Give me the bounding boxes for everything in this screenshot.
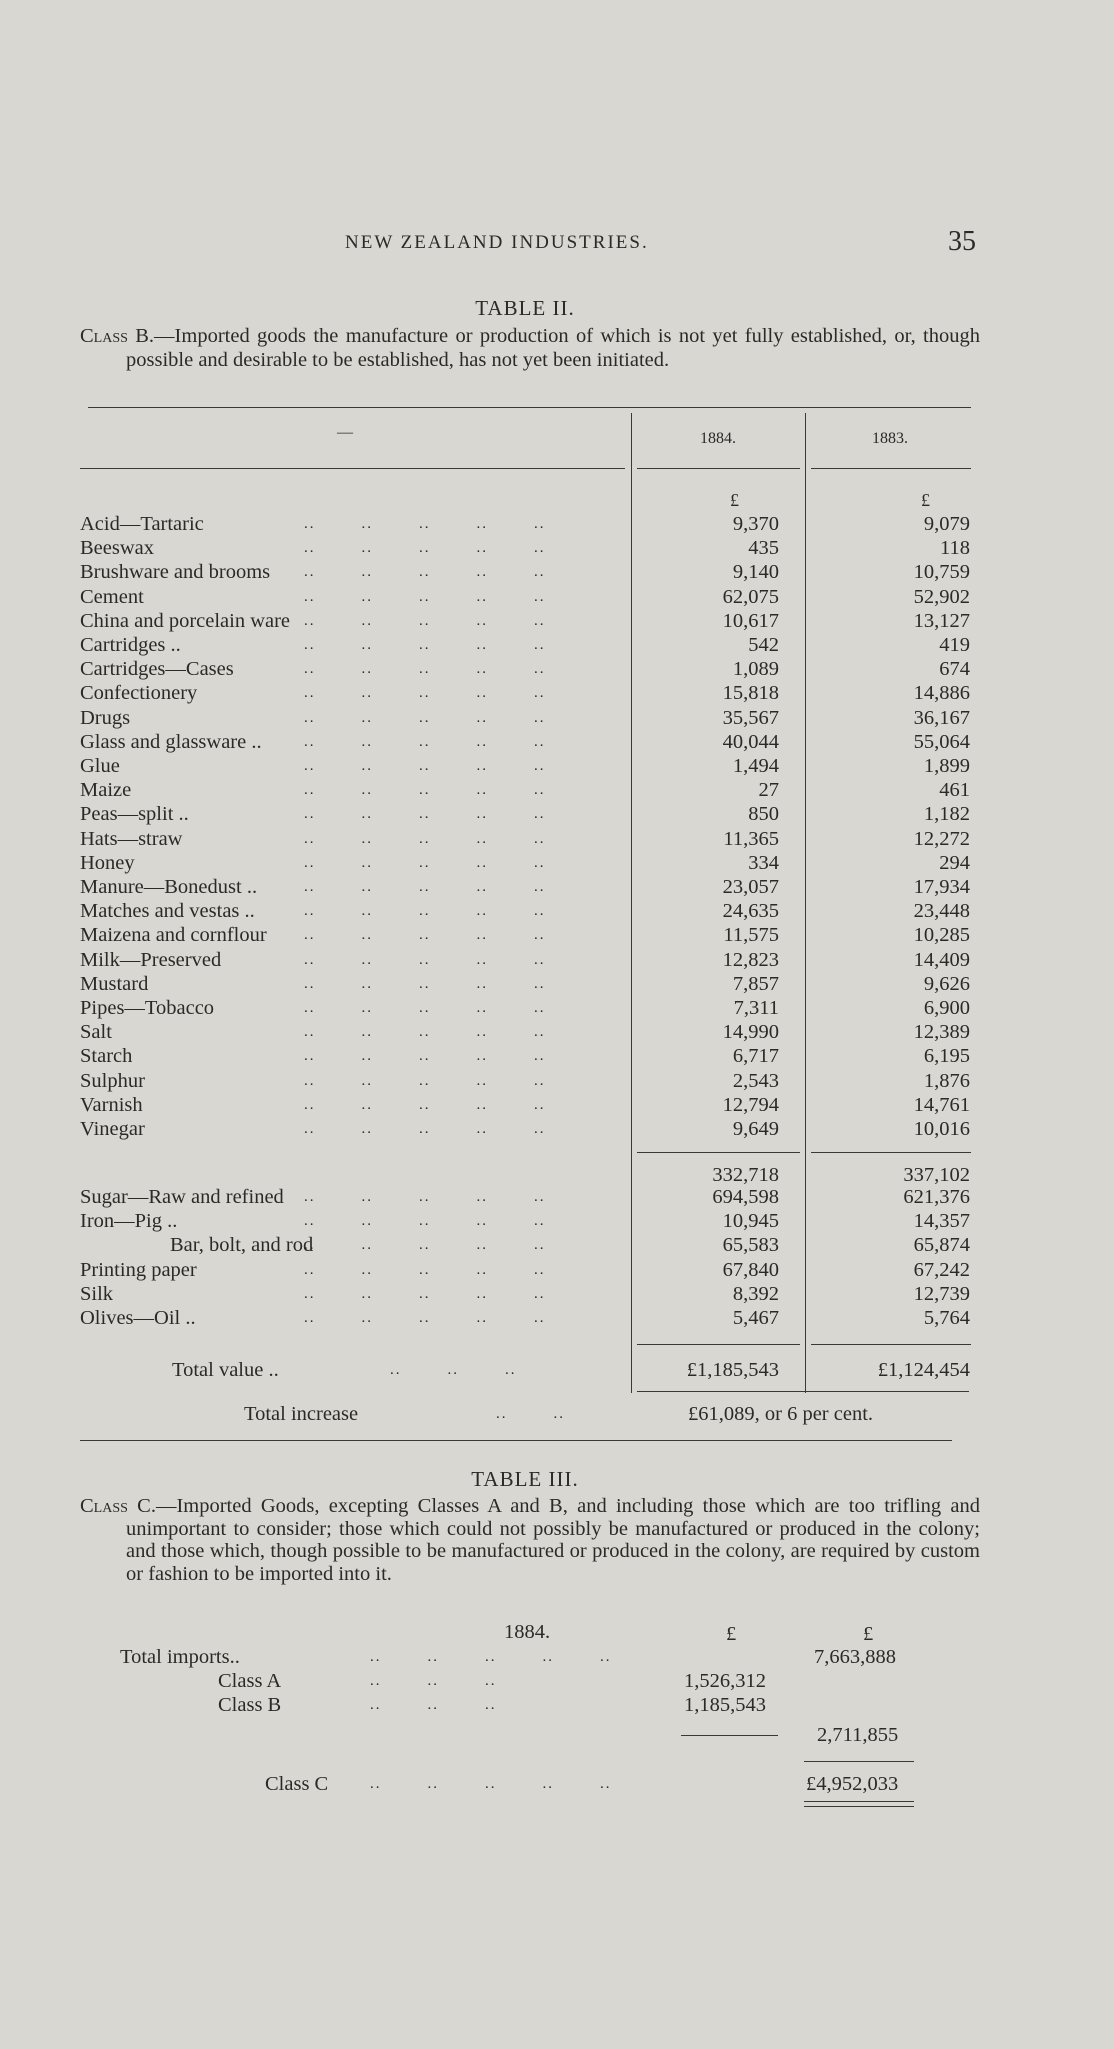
table-row bbox=[0, 948, 1114, 972]
value-1884: 35,567 bbox=[722, 706, 779, 729]
header-rule-right bbox=[811, 468, 971, 469]
row-label: Drugs bbox=[80, 706, 131, 729]
table-ii-bottom-rule bbox=[80, 1440, 952, 1441]
leader-dots: .. .. .. .. .. bbox=[304, 830, 546, 847]
leader-dots: .. .. .. .. .. bbox=[304, 709, 546, 726]
leader-dots: .. .. .. .. .. bbox=[304, 1310, 546, 1326]
row-label: Honey bbox=[80, 851, 135, 874]
value-1883: 55,064 bbox=[913, 730, 970, 753]
class-c-bottom-rule-2 bbox=[804, 1806, 914, 1807]
class-c-text: —Imported Goods, excepting Classes A and B, and including those which are too trifling and unimportant to consider; those which could not possibly be manufactured or produced in the colony; and those which, though possible to be manufactured or produced in the colony, are required by custom or fashion to be imported into it. bbox=[126, 1495, 980, 1585]
leader-dots: .. .. .. .. .. bbox=[304, 1024, 546, 1041]
leader-dots: .. .. .. .. .. bbox=[304, 758, 546, 774]
value-1884: 24,635 bbox=[722, 900, 779, 923]
value-1884: 62,075 bbox=[722, 585, 779, 608]
value-1884: 7,311 bbox=[733, 997, 779, 1019]
subtotal-1883: 337,102 bbox=[903, 1164, 970, 1186]
table-ii-top-rule bbox=[88, 407, 971, 408]
value-1884: 14,990 bbox=[722, 1021, 779, 1044]
table-row bbox=[0, 1185, 1114, 1209]
value-1883: 419 bbox=[939, 634, 970, 656]
row-label: Bar, bolt, and rod bbox=[170, 1234, 314, 1257]
page-number: 35 bbox=[948, 226, 976, 257]
value-1884: 11,365 bbox=[723, 827, 779, 850]
row-label: Glass and glassware .. bbox=[80, 730, 262, 753]
header-rule-left bbox=[80, 468, 625, 469]
total-increase-row bbox=[0, 1402, 1114, 1426]
value-1883: 6,900 bbox=[923, 997, 970, 1019]
table-row bbox=[0, 1282, 1114, 1306]
value-1884: 7,857 bbox=[732, 972, 779, 995]
header-1884: 1884. bbox=[700, 430, 736, 447]
running-title: NEW ZEALAND INDUSTRIES. bbox=[345, 232, 649, 253]
leader-dots: .. .. .. bbox=[370, 1697, 497, 1713]
class-b-lead: Class B. bbox=[80, 325, 155, 347]
value-1883: 23,448 bbox=[913, 900, 970, 923]
row-label: Milk—Preserved bbox=[80, 948, 222, 971]
leader-dots: .. .. .. .. .. bbox=[304, 588, 546, 605]
table-row bbox=[0, 1093, 1114, 1117]
row-label: Salt bbox=[80, 1021, 112, 1044]
value-1883: 294 bbox=[939, 851, 970, 874]
value-1883: 10,759 bbox=[913, 561, 970, 584]
table-row bbox=[0, 1258, 1114, 1282]
subtotal-row bbox=[0, 1163, 1114, 1187]
value-1883: 1,876 bbox=[923, 1069, 970, 1092]
value-1884: 542 bbox=[748, 634, 779, 656]
value-1884: 9,649 bbox=[732, 1118, 779, 1140]
total-rule-1883 bbox=[811, 1344, 971, 1345]
row-label: Maizena and cornflour bbox=[80, 924, 267, 947]
value-1883: 67,242 bbox=[913, 1258, 970, 1281]
value-1884: 1,494 bbox=[732, 755, 779, 777]
row-label: Sulphur bbox=[80, 1069, 145, 1092]
leader-dots: .. .. .. .. .. bbox=[304, 516, 546, 532]
value-1884: 2,543 bbox=[732, 1069, 779, 1092]
row-label: Acid—Tartaric bbox=[80, 513, 204, 535]
row-label: Olives—Oil .. bbox=[80, 1307, 196, 1329]
table-row bbox=[0, 1069, 1114, 1093]
table-row bbox=[0, 778, 1114, 802]
value-1883: 36,167 bbox=[913, 706, 970, 729]
table-row bbox=[0, 827, 1114, 851]
row-label: Cement bbox=[80, 585, 144, 608]
value-1883: 9,626 bbox=[923, 972, 970, 995]
total-rule-1884 bbox=[637, 1344, 800, 1345]
table-row bbox=[0, 633, 1114, 657]
leader-dots: .. .. .. .. .. bbox=[304, 975, 546, 992]
leader-dots: .. .. .. .. .. bbox=[304, 879, 546, 895]
row-label: Beeswax bbox=[80, 537, 155, 560]
leader-dots: .. .. .. .. .. bbox=[304, 1285, 546, 1302]
row-label: Peas—split .. bbox=[80, 803, 189, 826]
value-1883: 118 bbox=[940, 537, 970, 560]
total-increase-label: Total increase bbox=[244, 1403, 359, 1425]
value-1884: 334 bbox=[748, 851, 779, 874]
row-label: Pipes—Tobacco bbox=[80, 997, 215, 1019]
table-row bbox=[0, 875, 1114, 899]
row-label: China and porcelain ware bbox=[80, 609, 291, 632]
value-1884: 10,617 bbox=[722, 609, 779, 632]
row-label: Confectionery bbox=[80, 682, 198, 705]
table-row bbox=[0, 899, 1114, 923]
header-blank: — bbox=[337, 424, 353, 441]
value-1883: 9,079 bbox=[923, 513, 970, 535]
leader-dots: .. .. .. .. .. bbox=[304, 1000, 546, 1016]
leader-dots: .. .. .. bbox=[370, 1673, 497, 1689]
leader-dots: .. .. .. .. .. bbox=[304, 782, 546, 799]
table-row bbox=[0, 754, 1114, 778]
table-row bbox=[0, 585, 1114, 609]
value-1883: 13,127 bbox=[913, 609, 970, 632]
leader-dots: .. .. .. .. .. bbox=[304, 927, 546, 944]
currency-1883: £ bbox=[921, 490, 930, 510]
value-1883: 14,357 bbox=[913, 1210, 970, 1233]
class-c-bottom-rule-1 bbox=[804, 1801, 914, 1802]
value-1883: 52,902 bbox=[913, 585, 970, 608]
table-row bbox=[0, 802, 1114, 826]
row-label: Mustard bbox=[80, 972, 149, 995]
table-row bbox=[0, 730, 1114, 754]
table-row bbox=[0, 512, 1114, 536]
value-1884: 10,945 bbox=[722, 1210, 779, 1233]
total-value-1884: £1,185,543 bbox=[686, 1359, 779, 1381]
leader-dots: .. .. .. .. .. bbox=[304, 951, 546, 968]
leader-dots: .. .. .. .. .. bbox=[304, 637, 546, 653]
row-label: Sugar—Raw and refined bbox=[80, 1186, 284, 1208]
value-1883: 6,195 bbox=[923, 1045, 970, 1068]
value-1883: 14,761 bbox=[913, 1093, 970, 1116]
header-1883: 1883. bbox=[872, 430, 908, 447]
class-b-text: —Imported goods the manufacture or production of which is not yet fully established, or, though possible and desirable to be established, has not yet been initiated. bbox=[126, 325, 980, 371]
value-1883: 461 bbox=[939, 779, 970, 802]
value-1883: 674 bbox=[939, 658, 970, 681]
header-rule-mid bbox=[637, 468, 800, 469]
leader-dots: .. .. .. .. .. bbox=[304, 1072, 546, 1089]
table-row bbox=[0, 536, 1114, 560]
leader-dots: .. .. .. .. .. bbox=[304, 661, 546, 678]
table-row bbox=[0, 1306, 1114, 1330]
total-value-row bbox=[0, 1358, 1114, 1382]
value-1884: 694,598 bbox=[712, 1186, 779, 1208]
value-1884: 12,823 bbox=[722, 948, 779, 971]
leader-dots: .. .. .. .. .. bbox=[304, 612, 546, 629]
table-row bbox=[0, 851, 1114, 875]
row-label: Iron—Pig .. bbox=[80, 1210, 178, 1233]
value-1884: 9,370 bbox=[732, 513, 779, 535]
class-c-lead: Class C. bbox=[80, 1495, 156, 1517]
value-1884: 1,089 bbox=[732, 658, 779, 681]
value-1884: 5,467 bbox=[732, 1307, 779, 1329]
leader-dots: .. .. .. .. .. bbox=[304, 1237, 546, 1254]
value-1884: 65,583 bbox=[722, 1234, 779, 1257]
leader-dots: .. .. .. .. .. bbox=[370, 1776, 612, 1792]
row-label: Varnish bbox=[80, 1093, 143, 1116]
value-1883: 12,389 bbox=[913, 1021, 970, 1044]
value-1883: 12,739 bbox=[913, 1282, 970, 1305]
row-label: Vinegar bbox=[80, 1118, 145, 1140]
value-1884: 435 bbox=[748, 537, 779, 560]
total-bottom-rule bbox=[637, 1391, 969, 1392]
class-ab-rule bbox=[681, 1735, 778, 1736]
leader-dots: .. .. .. .. .. bbox=[304, 1189, 546, 1205]
row-label: Cartridges .. bbox=[80, 634, 181, 656]
table-iii-year: 1884. bbox=[504, 1621, 551, 1643]
leader-dots: .. .. .. .. .. bbox=[370, 1649, 612, 1665]
leader-dots: .. .. .. .. .. bbox=[304, 903, 546, 920]
leader-dots: .. .. .. .. .. bbox=[304, 1261, 546, 1278]
class-c-label: Class C bbox=[265, 1773, 329, 1795]
value-1883: 14,886 bbox=[913, 682, 970, 705]
value-1884: 9,140 bbox=[732, 561, 779, 584]
table-iii-title: TABLE III. bbox=[471, 1467, 579, 1491]
table-row bbox=[0, 657, 1114, 681]
total-imports-label: Total imports.. bbox=[120, 1646, 240, 1668]
row-label: Hats—straw bbox=[80, 827, 183, 850]
value-1883: 65,874 bbox=[913, 1234, 970, 1257]
currency-1884: £ bbox=[730, 490, 739, 510]
table-row bbox=[0, 996, 1114, 1020]
table-row bbox=[0, 1209, 1114, 1233]
value-1884: 850 bbox=[748, 803, 779, 826]
row-label: Starch bbox=[80, 1045, 133, 1068]
class-b-value: 1,185,543 bbox=[684, 1694, 766, 1716]
leader-dots: .. .. .. .. .. bbox=[304, 564, 546, 581]
class-a-label: Class A bbox=[218, 1670, 282, 1692]
value-1883: 17,934 bbox=[913, 876, 970, 898]
value-1884: 67,840 bbox=[722, 1258, 779, 1281]
row-label: Cartridges—Cases bbox=[80, 658, 234, 681]
table-row bbox=[0, 1044, 1114, 1068]
value-1883: 12,272 bbox=[913, 827, 970, 850]
leader-dots: .. .. .. .. .. bbox=[304, 1213, 546, 1230]
leader-dots: .. .. .. .. .. bbox=[304, 685, 546, 702]
table-row bbox=[0, 972, 1114, 996]
row-label: Printing paper bbox=[80, 1258, 197, 1281]
subtotal-1884: 332,718 bbox=[712, 1164, 779, 1186]
leader-dots: .. .. .. .. .. bbox=[304, 1121, 546, 1137]
leader-dots: .. .. .. .. .. bbox=[304, 733, 546, 750]
leader-dots: .. .. .. .. .. bbox=[304, 540, 546, 557]
class-a-value: 1,526,312 bbox=[684, 1670, 766, 1692]
value-1884: 23,057 bbox=[722, 876, 779, 898]
class-ab-total: 2,711,855 bbox=[817, 1724, 899, 1746]
table-row bbox=[0, 560, 1114, 584]
table-row bbox=[0, 1233, 1114, 1257]
value-1884: 11,575 bbox=[723, 924, 779, 947]
total-value-1883: £1,124,454 bbox=[877, 1359, 970, 1381]
row-label: Manure—Bonedust .. bbox=[80, 876, 258, 898]
table-row bbox=[0, 609, 1114, 633]
table-row bbox=[0, 1117, 1114, 1141]
value-1883: 5,764 bbox=[923, 1307, 970, 1329]
class-b-description bbox=[80, 324, 980, 372]
value-1883: 1,899 bbox=[923, 755, 970, 777]
leader-dots: .. .. bbox=[496, 1406, 565, 1422]
value-1883: 14,409 bbox=[913, 948, 970, 971]
total-value-label: Total value .. bbox=[172, 1359, 279, 1381]
value-1884: 8,392 bbox=[732, 1282, 779, 1305]
leader-dots: .. .. .. .. .. bbox=[304, 1048, 546, 1065]
table-row bbox=[0, 1020, 1114, 1044]
table-row bbox=[0, 706, 1114, 730]
class-c-top-rule bbox=[804, 1761, 914, 1762]
row-label: Silk bbox=[80, 1282, 114, 1305]
row-label: Maize bbox=[80, 779, 132, 802]
value-1884: 27 bbox=[758, 779, 779, 802]
row-label: Matches and vestas .. bbox=[80, 900, 255, 923]
leader-dots: .. .. .. .. .. bbox=[304, 806, 546, 823]
total-imports-value: 7,663,888 bbox=[814, 1646, 896, 1668]
total-increase-value: £61,089, or 6 per cent. bbox=[688, 1403, 874, 1425]
value-1884: 6,717 bbox=[732, 1045, 779, 1068]
class-c-description bbox=[80, 1495, 980, 1585]
value-1883: 10,285 bbox=[913, 924, 970, 947]
subtotal-rule-1883 bbox=[811, 1152, 971, 1153]
subtotal-rule-1884 bbox=[637, 1152, 800, 1153]
table-ii-title: TABLE II. bbox=[475, 296, 575, 320]
class-b-label: Class B bbox=[218, 1694, 282, 1716]
table-iii-currency-1: £ bbox=[726, 1623, 737, 1645]
class-c-value: £4,952,033 bbox=[806, 1773, 899, 1795]
value-1884: 40,044 bbox=[722, 730, 779, 753]
value-1883: 621,376 bbox=[903, 1186, 970, 1208]
row-label: Brushware and brooms bbox=[80, 561, 271, 584]
table-iii-currency-2: £ bbox=[863, 1623, 874, 1645]
value-1884: 12,794 bbox=[722, 1093, 779, 1116]
leader-dots: .. .. .. .. .. bbox=[304, 854, 546, 871]
value-1883: 10,016 bbox=[913, 1118, 970, 1140]
value-1884: 15,818 bbox=[722, 682, 779, 705]
table-row bbox=[0, 681, 1114, 705]
row-label: Glue bbox=[80, 755, 120, 777]
value-1883: 1,182 bbox=[923, 803, 970, 826]
leader-dots: .. .. .. .. .. bbox=[304, 1096, 546, 1113]
leader-dots: .. .. .. bbox=[390, 1362, 517, 1378]
table-row bbox=[0, 923, 1114, 947]
